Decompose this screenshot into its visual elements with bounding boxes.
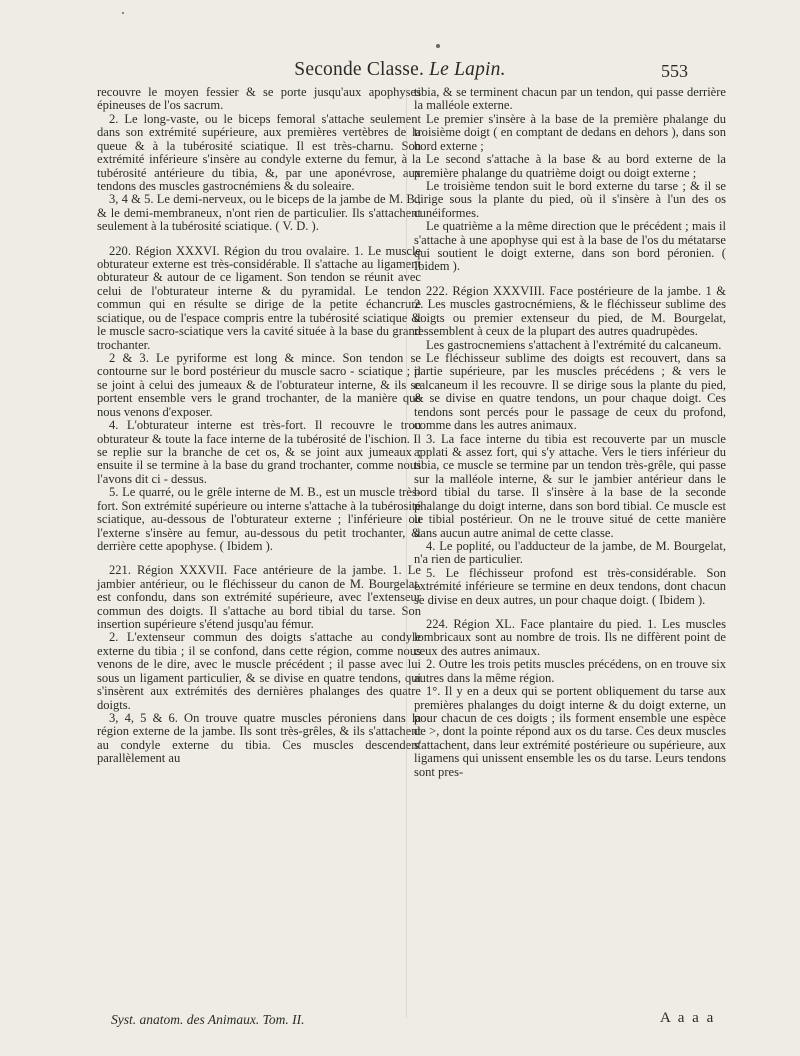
paragraph: 5. Le quarré, ou le grêle interne de M. B., est un muscle très-fort. Son extrémité supérieure ou interne s'attache à la tubérosité sciatique, au-dessous de l'obturateur externe ; l'inférieure ou l'externe s'insère au femur, au-dessous du petit trochanter, & derrière cette apophyse. ( Ibidem ).: [97, 485, 421, 553]
signature-mark: A a a a: [660, 1010, 716, 1026]
section-224-heading-paragraph: 224. Région XL. Face plantaire du pied. 1. Les muscles lombricaux sont au nombre de trois. Ils ne diffèrent point de ceux des autres animaux.: [414, 617, 726, 658]
paragraph: 2. Outre les trois petits muscles précédens, on en trouve six autres dans la même région.: [414, 657, 726, 685]
running-title: [225, 59, 575, 81]
section-222-heading-paragraph: 222. Région XXXVIII. Face postérieure de la jambe. 1 & 2. Les muscles gastrocnémiens, & le fléchisseur sublime des doigts ou premier extenseur du pied, de M. Bourgelat, ressemblent à ceux de la plupart des autres quadrupèdes.: [414, 283, 726, 339]
paragraph: tibia, & se terminent chacun par un tendon, qui passe derrière la malléole externe.: [414, 85, 726, 113]
paragraph: 2. Le long-vaste, ou le biceps femoral s'attache seulement dans son extrémité supérieure, aux premières vertèbres de la queue & à la tubérosité sciatique. Il est très-charnu. Son extrémité inférieure s'insère au condyle externe du femur, à la tubérosité antérieure du tibia, &, par une aponévrose, aux tendons des muscles gastrocnémiens & du soleaire.: [97, 111, 421, 193]
paragraph: 5. Le fléchisseur profond est très-considérable. Son extrémité inférieure se termine en deux tendons, dont chacun se divise en deux autres, un pour chaque doigt. ( Ibidem ).: [414, 565, 726, 607]
paragraph: 1°. Il y en a deux qui se portent obliquement du tarse aux premières phalanges du doigt interne & du doigt externe, un pour chacun de ces doigts ; ils forment ensemble une espèce de >, dont la pointe répond aux os du tarse. Ces deux muscles s'attachent, dans leur extrémité postérieure ou supérieure, aux ligamens qui unissent ensemble les os du tarse. Leurs tendons sont pres-: [414, 684, 726, 779]
book-title-footer: Syst. anatom. des Animaux. Tom. II.: [111, 1012, 305, 1027]
paragraph: recouvre le moyen fessier & se porte jusqu'aux apophyses épineuses de l'os sacrum.: [97, 85, 421, 113]
right-column: [414, 86, 726, 779]
paragraph: 2 & 3. Le pyriforme est long & mince. Son tendon se contourne sur le bord postérieur du muscle sacro - sciatique ; il se joint à celui des jumeaux & de l'obturateur interne, & ils se portent ensemble vers le grand trochanter, de la manière que nous venons d'exposer.: [97, 351, 421, 419]
paragraph: Le premier s'insère à la base de la première phalange du troisième doigt ( en comptant de dedans en dehors ), dans son bord externe ;: [414, 111, 726, 153]
paragraph: 2. L'extenseur commun des doigts s'attache au condyle externe du tibia ; il se confond, dans cette région, comme nous venons de le dire, avec le muscle précédent ; il passe avec lui sous un ligament particulier, & se divise en quatre tendons, qui s'insèrent aux extrémités des dernières phalanges des quatre doigts.: [97, 630, 421, 712]
paragraph: 3, 4 & 5. Le demi-nerveux, ou le biceps de la jambe de M. B., & le demi-membraneux, n'ont rien de particulier. Ils s'attachent seulement à la tubérosité sciatique. ( V. D. ).: [97, 192, 421, 234]
paper-speck: [436, 44, 440, 48]
paragraph: 3, 4, 5 & 6. On trouve quatre muscles péroniens dans la région externe de la jambe. Ils sont très-grêles, & ils s'attachent au condyle externe du tibia. Ces muscles descendent parallèlement au: [97, 710, 421, 766]
running-title-main: Seconde Classe.: [294, 59, 425, 80]
paragraph: 4. Le poplité, ou l'adducteur de la jambe, de M. Bourgelat, n'a rien de particulier.: [414, 538, 726, 567]
column-divider: [406, 88, 407, 1018]
left-column: [97, 86, 421, 766]
paragraph: Le fléchisseur sublime des doigts est recouvert, dans sa partie supérieure, par les muscles précédens ; & vers le calcaneum il les recouvre. Il se dirige sous la plante du pied, & se divise en quatre tendons, un pour chaque doigt. Ces tendons sont percés pour le passage de ceux du profond, comme dans les autres animaux.: [414, 351, 726, 433]
section-220-heading-paragraph: 220. Région XXXVI. Région du trou ovalaire. 1. Le muscle obturateur externe est très-considérable. Il s'attache au ligament obturateur & autour de ce ligament. Son tendon se réunit avec celui de l'obturateur interne & du pyramidal. Le tendon commun qui en résulte se dirige de la petite échancrure sciatique, ou de l'espace compris entre la tubérosité sciatique & le muscle sacro-sciatique vers la cavité située à la base du grand trochanter.: [97, 243, 421, 352]
paragraph: 4. L'obturateur interne est très-fort. Il recouvre le trou obturateur & toute la face interne de la tubérosité de l'ischion. Il se replie sur la branche de cet os, & se joint aux jumeaux ; ensuite il se termine à la base du grand trochanter, comme nous l'avons dit ci - dessus.: [97, 418, 421, 486]
paragraph: Les gastrocnemiens s'attachent à l'extrémité du calcaneum.: [426, 337, 722, 352]
paragraph: Le quatrième a la même direction que le précédent ; mais il s'attache à une apophyse qui est à la base de l'os du métatarse qui soutient le doigt externe, dans son bord péronien. ( Ibidem ).: [414, 219, 726, 274]
page-header: [0, 55, 800, 85]
page-number: 553: [661, 61, 688, 81]
paragraph: 3. La face interne du tibia est recouverte par un muscle applati & assez fort, qui s'y attache. Vers le tiers inférieur du tibia, ce muscle se termine par un tendon très-grêle, qui passe sur la malléole interne, & sur le jambier antérieur dans le bord tibial du tarse. Il s'insère à la base de la seconde phalange du doigt interne, dans son bord tibial. Ce muscle est le tibial postérieur. On ne le trouve situé de cette manière dans aucun autre animal de cette classe.: [414, 431, 726, 540]
running-title-italic: Le Lapin.: [429, 59, 506, 80]
section-221-heading-paragraph: 221. Région XXXVII. Face antérieure de la jambe. 1. Le jambier antérieur, ou le fléchisseur du canon de M. Bourgelat, est confondu, dans son extrémité supérieure, avec l'extenseur commun des doigts. Il s'attache au bord tibial du tarse. Son insertion supérieure s'étend jusqu'au fémur.: [97, 563, 421, 632]
paragraph: Le second s'attache à la base & au bord externe de la première phalange du quatrième doigt ou doigt externe ;: [414, 152, 726, 180]
paragraph: Le troisième tendon suit le bord externe du tarse ; & il se dirige sous la plante du pied, où il s'insère à l'un des os cunéiformes.: [414, 178, 726, 220]
paper-speck: [122, 12, 124, 14]
